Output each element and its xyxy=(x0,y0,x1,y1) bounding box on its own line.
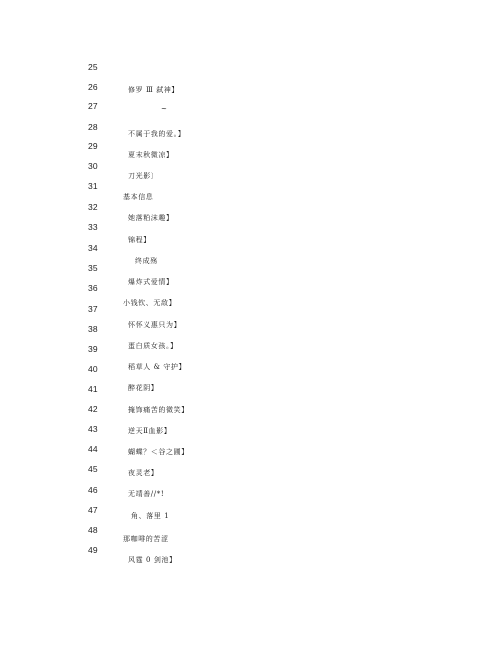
line-text: 稻草人 & 守护】 xyxy=(128,363,187,371)
line-number: 49 xyxy=(88,545,98,555)
line-number: 43 xyxy=(88,424,98,434)
line-number: 41 xyxy=(88,384,98,394)
line-number: 25 xyxy=(88,62,98,72)
line-text: 她落粕沫趣】 xyxy=(128,214,174,222)
line-text: 风霆 0 剑池】 xyxy=(128,556,177,564)
line-number: 47 xyxy=(88,505,98,515)
line-number: 29 xyxy=(88,141,98,151)
line-number: 36 xyxy=(88,283,98,293)
line-text: 无靖善//*! xyxy=(128,490,165,498)
line-number: 30 xyxy=(88,161,98,171)
line-text: 蛋白质女孩。】 xyxy=(128,342,178,350)
line-number: 46 xyxy=(88,485,98,495)
line-text: 角、落里 1 xyxy=(131,512,170,520)
line-text: 掩饰痛苦的微笑】 xyxy=(128,406,189,414)
line-number: 45 xyxy=(88,464,98,474)
line-number: 35 xyxy=(88,263,98,273)
line-number: 48 xyxy=(88,525,98,535)
line-number: 40 xyxy=(88,364,98,374)
line-number: 33 xyxy=(88,222,98,232)
line-text: 修罗 Ⅲ 弑神】 xyxy=(128,86,180,94)
line-text: 逆天Ⅱ血影】 xyxy=(128,427,172,435)
line-number: 31 xyxy=(88,181,98,191)
line-text: 刀光影〕 xyxy=(128,172,159,180)
line-number: 39 xyxy=(88,344,98,354)
line-text: 终成殇 xyxy=(135,257,158,265)
line-number: 44 xyxy=(88,444,98,454)
line-number: 42 xyxy=(88,404,98,414)
line-text: 蝴蝶？＜谷之圃】 xyxy=(128,448,189,456)
line-text: 小钱钦、无敌】 xyxy=(123,299,177,307)
line-number: 26 xyxy=(88,82,98,92)
line-text: 不属于我的爱。】 xyxy=(128,130,186,138)
line-text: 怀怀义惠只为】 xyxy=(128,321,182,329)
line-text: 锦程】 xyxy=(128,236,151,244)
line-text: ~ xyxy=(161,105,168,113)
line-number: 32 xyxy=(88,202,98,212)
line-number: 28 xyxy=(88,122,98,132)
line-text: 夜灵老】 xyxy=(128,469,159,477)
line-number: 27 xyxy=(88,101,98,111)
line-text: 爆炸式爱情】 xyxy=(128,278,174,286)
line-number: 38 xyxy=(88,324,98,334)
line-text: 基本信息 xyxy=(123,193,154,201)
line-number: 34 xyxy=(88,243,98,253)
line-text: 那咖啡的苦涩 xyxy=(123,535,169,543)
line-text: 夏末秋微凉】 xyxy=(128,151,174,159)
line-number: 37 xyxy=(88,304,98,314)
line-text: 醉花阴】 xyxy=(128,384,159,392)
